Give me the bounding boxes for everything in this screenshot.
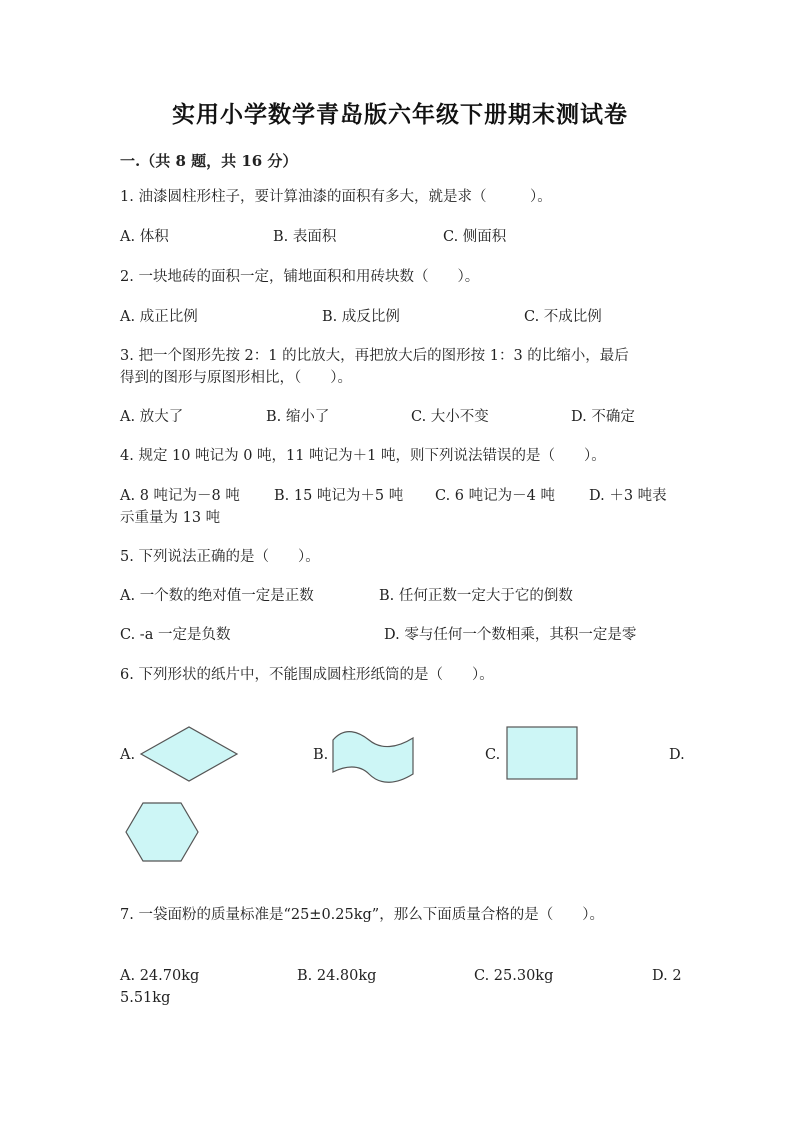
question-4-option-a[interactable]: A. 8 吨记为－8 吨	[120, 488, 240, 504]
question-7-option-b[interactable]: B. 24.80kg	[297, 968, 377, 984]
page-title: 实用小学数学青岛版六年级下册期末测试卷	[172, 101, 628, 128]
question-4-option-d[interactable]: D. ＋3 吨表	[589, 488, 667, 504]
question-2-option-b[interactable]: B. 成反比例	[322, 309, 400, 325]
question-3-option-d[interactable]: D. 不确定	[571, 409, 635, 425]
question-5-stem: 5. 下列说法正确的是（ ）。	[120, 549, 320, 565]
question-6-option-c[interactable]: C.	[485, 747, 501, 763]
question-7-option-a[interactable]: A. 24.70kg	[120, 968, 200, 984]
question-7-stem: 7. 一袋面粉的质量标准是“25±0.25kg”，那么下面质量合格的是（ ）。	[120, 907, 604, 923]
question-1-option-c[interactable]: C. 侧面积	[443, 229, 507, 245]
question-5-option-c[interactable]: C. -a 一定是负数	[120, 627, 231, 643]
question-2-option-c[interactable]: C. 不成比例	[524, 309, 602, 325]
question-6-stem: 6. 下列形状的纸片中，不能围成圆柱形纸筒的是（ ）。	[120, 667, 494, 683]
question-4-option-d-wrap: 示重量为 13 吨	[120, 510, 221, 526]
question-3-stem-line-2: 得到的图形与原图形相比，（ ）。	[120, 370, 352, 386]
question-2-stem: 2. 一块地砖的面积一定，铺地面积和用砖块数（ ）。	[120, 269, 480, 285]
question-1-option-b[interactable]: B. 表面积	[273, 229, 337, 245]
rhombus-shape-icon[interactable]	[140, 726, 238, 782]
question-1-stem: 1. 油漆圆柱形柱子，要计算油漆的面积有多大，就是求（ ）。	[120, 189, 552, 205]
question-6-option-b[interactable]: B.	[313, 747, 329, 763]
question-1-option-a[interactable]: A. 体积	[120, 229, 169, 245]
question-7-option-c[interactable]: C. 25.30kg	[474, 968, 554, 984]
question-5-option-d[interactable]: D. 零与任何一个数相乘，其积一定是零	[384, 627, 637, 643]
question-4-option-b[interactable]: B. 15 吨记为＋5 吨	[274, 488, 404, 504]
question-4-stem: 4. 规定 10 吨记为 0 吨，11 吨记为＋1 吨，则下列说法错误的是（ ）。	[120, 448, 606, 464]
question-4-option-c[interactable]: C. 6 吨记为－4 吨	[435, 488, 555, 504]
question-2-option-a[interactable]: A. 成正比例	[120, 309, 198, 325]
question-6-option-a[interactable]: A.	[120, 747, 136, 763]
question-3-stem-line-1: 3. 把一个图形先按 2：1 的比放大，再把放大后的图形按 1：3 的比缩小，最后	[120, 348, 629, 364]
wavy-rectangle-shape-icon[interactable]	[331, 730, 415, 782]
question-3-option-b[interactable]: B. 缩小了	[266, 409, 330, 425]
question-5-option-a[interactable]: A. 一个数的绝对值一定是正数	[120, 588, 314, 604]
question-7-option-d[interactable]: D. 2	[652, 968, 682, 984]
question-3-option-a[interactable]: A. 放大了	[120, 409, 184, 425]
section-heading: 一.（共 8 题，共 16 分）	[120, 152, 298, 170]
hexagon-shape-icon[interactable]	[125, 802, 199, 862]
question-3-option-c[interactable]: C. 大小不变	[411, 409, 489, 425]
rectangle-shape-icon[interactable]	[506, 726, 578, 780]
question-5-option-b[interactable]: B. 任何正数一定大于它的倒数	[379, 588, 573, 604]
question-7-option-d-wrap: 5.51kg	[120, 990, 171, 1006]
question-6-option-d[interactable]: D.	[669, 747, 685, 763]
